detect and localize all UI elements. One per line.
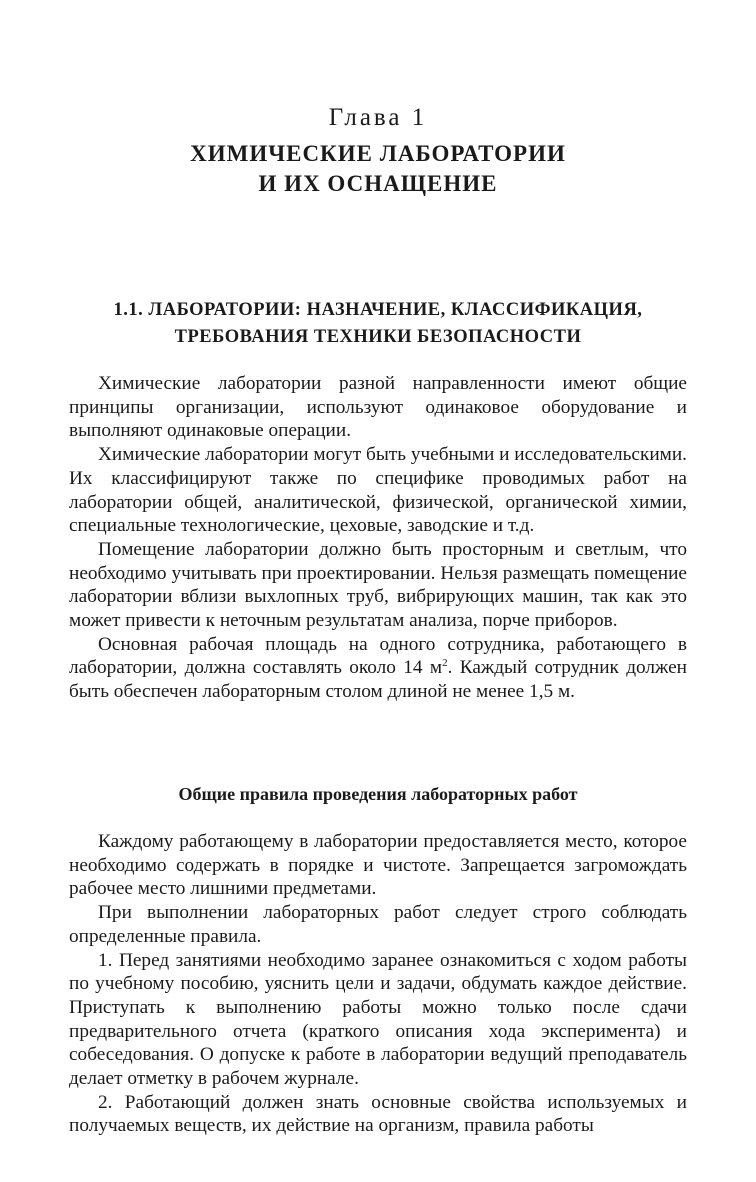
chapter-label: Глава 1: [328, 104, 428, 131]
paragraph: Помещение лаборатории должно быть просторным и светлым, что необходимо учитывать при проектировании. Нельзя размещать помещение лаборатории вблизи выхлопных труб, вибрирующих машин, так как это может привести к неточным результатам анализа, порче приборов.: [69, 538, 687, 632]
area-superscript: 2: [442, 657, 448, 670]
section-title-line-2: ТРЕБОВАНИЯ ТЕХНИКИ БЕЗОПАСНОСТИ: [174, 327, 582, 347]
paragraph: 1. Перед занятиями необходимо заранее ознакомиться с ходом работы по учебному пособию, уяснить цели и задачи, обдумать каждое действие. Приступать к выполнению работы можно только после сдачи предварительного отчета (краткого описания хода эксперимента) и собеседования. О допуске к работе в лаборатории ведущий преподаватель делает отметку в рабочем журнале.: [69, 949, 687, 1090]
paragraph: При выполнении лабораторных работ следует строго соблюдать определенные правила.: [69, 902, 687, 947]
paragraph: Каждому работающему в лаборатории предоставляется место, которое необходимо содержать в порядке и чистоте. Запрещается загромождать рабочее место лишними предметами.: [69, 831, 687, 900]
paragraph: Химические лаборатории могут быть учебными и исследовательскими. Их классифицируют также по специфике проводимых работ на лаборатории общей, аналитической, физической, органической химии, специальные технологические, цеховые, заводские и т.д.: [69, 444, 687, 537]
book-page: [69, 0, 687, 1182]
subsection-body: [69, 830, 687, 1138]
paragraph: 2. Работающий должен знать основные свойства используемых и получаемых веществ, их действие на организм, правила работы: [69, 1091, 687, 1137]
area-text-before: Основная рабочая площадь на одного сотрудника, работающего в лаборатории, должна составлять около 14 м: [69, 633, 687, 679]
chapter-title: [69, 139, 687, 199]
section-title-line-1: 1.1. ЛАБОРАТОРИИ: НАЗНАЧЕНИЕ, КЛАССИФИКАЦИЯ,: [113, 300, 643, 320]
section-title: [69, 297, 687, 351]
chapter-title-line-2: И ИХ ОСНАЩЕНИЕ: [258, 171, 498, 196]
section-body: [69, 372, 687, 704]
area-text-after: . Каждый сотрудник должен быть обеспечен лабораторным столом длиной не менее 1,5 м.: [69, 657, 687, 703]
chapter-title-line-1: ХИМИЧЕСКИЕ ЛАБОРАТОРИИ: [190, 141, 566, 166]
paragraph-area: [69, 633, 687, 704]
subsection-title: Общие правила проведения лабораторных работ: [178, 784, 578, 804]
paragraph: Химические лаборатории разной направленности имеют общие принципы организации, используют одинаковое оборудование и выполняют одинаковые операции.: [69, 373, 687, 442]
